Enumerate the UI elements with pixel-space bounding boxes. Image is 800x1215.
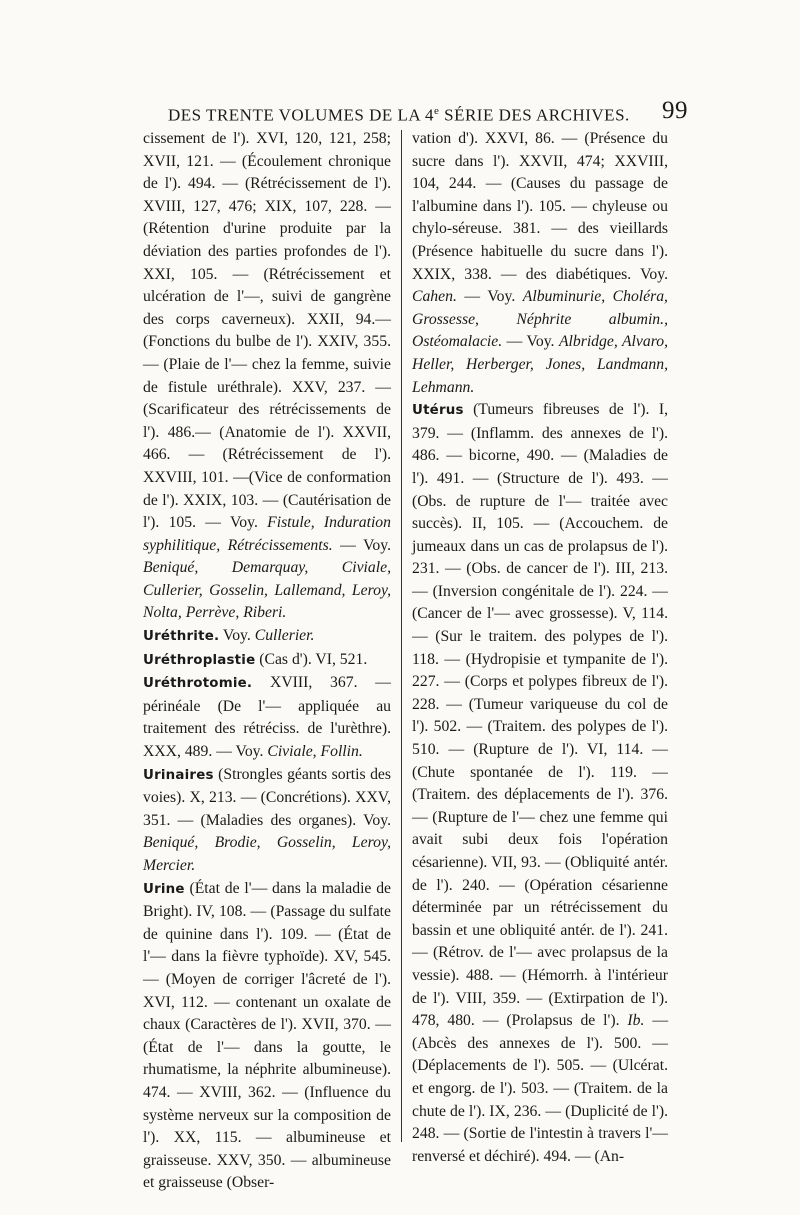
column-divider xyxy=(401,130,402,1142)
page-number: 99 xyxy=(662,97,688,124)
index-entry: Urine (État de l'— dans la maladie de Bright). IV, 108. — (Passage du sulfate de quinine dans l'). 109. — (État de l'— dans la fièvre typhoïde). XV, 545. — (Moyen de corriger l'âcreté de l'). XVI, 112. — contenant un oxalate de chaux (Caractères de l'). XVII, 370. — (État de l'— dans la goutte, le rhumatisme, la néphrite albumineuse). 474. — XVIII, 362. — (Influence du système nerveux sur la composition de l'). XX, 115. — albumineuse et graisseuse. XXV, 350. — albumineuse et graisseuse (Obser- xyxy=(143,879,391,1192)
running-title: DES TRENTE VOLUMES DE LA 4e SÉRIE DES ARCHIVES. xyxy=(168,105,630,125)
page-header xyxy=(168,97,688,130)
index-entry: Utérus (Tumeurs fibreuses de l'). I, 379. — (Inflamm. des annexes de l'). 486. — bicorne, 490. — (Maladies de l'). 491. — (Structure de l'). 493. — (Obs. de rupture de l'— traitée avec succès). II, 105. — (Accouchem. de jumeaux dans un cas de prolapsus de l'). 231. — (Obs. de cancer de l'). III, 213. — (Inversion congénitale de l'). 224. — (Cancer de l'— avec grossesse). V, 114. — (Sur le traitem. des polypes de l'). 118. — (Hydropisie et tympanite de l'). 227. — (Corps et polypes fibreux de l'). 228. — (Tumeur variqueuse du col de l'). 502. — (Traitem. des polypes de l'). 510. — (Rupture de l'). VI, 114. — (Chute spontanée de l'). 119. — (Traitem. des déplacements de l'). 376. — (Rupture de l'— chez une femme qui avait subi deux fois l'opération césarienne). VII, 93. — (Obliquité antér. de l'). 240. — (Opération césarienne déterminée par un rétrécissement du bassin et une obliquité antér. de l'). 241. — (Rétrov. de l'— avec prolapsus de la vessie). 488. — (Hémorrh. à l'intérieur de l'). VIII, 359. — (Extirpation de l'). 478, 480. — (Prolapsus de l'). Ib. — (Abcès des annexes de l'). 500. — (Déplacements de l'). 505. — (Ulcérat. et engorg. de l'). 503. — (Traitem. de la chute de l'). IX, 236. — (Duplicité de l'). 248. — (Sortie de l'intestin à travers l'— renversé et déchiré). 494. — (An- xyxy=(412,401,668,1165)
headword: Urinaires xyxy=(143,767,214,783)
headword: Uréthroplastie xyxy=(143,652,256,668)
headword: Utérus xyxy=(412,403,464,419)
headword: Uréthrotomie. xyxy=(143,676,253,692)
right-column xyxy=(412,128,668,1168)
index-entry: vation d'). XXVI, 86. — (Présence du sucre dans l'). XXVII, 474; XXVIII, 104, 244. — (Causes du passage de l'albumine dans l'). 105. — chyleuse ou chylo-séreuse. 381. — des vieillards (Présence habituelle du sucre dans l'). XXIX, 338. — des diabétiques. Voy. Cahen. — Voy. Albuminurie, Choléra, Grossesse, Néphrite albumin., Ostéomalacie. — Voy. Albridge, Alvaro, Heller, Herberger, Jones, Landmann, Lehmann. xyxy=(412,130,668,396)
index-entry: cissement de l'). XVI, 120, 121, 258; XVII, 121. — (Écoulement chronique de l'). 494. — (Rétrécissement de l'). XVIII, 127, 476; XIX, 107, 228. — (Rétention d'urine produite par la déviation des parties profondes de l'). XXI, 105. — (Rétrécissement et ulcération de l'—, suivi de gangrène des corps caverneux). XXII, 94.— (Fonctions du bulbe de l'). XXIV, 355.— (Plaie de l'— chez la femme, suivie de fistule uréthrale). XXV, 237. — (Scarificateur des rétrécissements de l'). 486.— (Anatomie de l'). XXVII, 466. — (Rétrécissement de l'). XXVIII, 101. —(Vice de conformation de l'). XXIX, 103. — (Cautérisation de l'). 105. — Voy. Fistule, Induration syphilitique, Rétrécissements. — Voy. Beniqué, Demarquay, Civiale, Cullerier, Gosselin, Lallemand, Leroy, Nolta, Perrève, Riberi. xyxy=(143,130,391,622)
left-column xyxy=(143,128,391,1195)
index-entry: Uréthroplastie (Cas d'). VI, 521. xyxy=(143,650,368,668)
index-entry: Uréthrite. Voy. Cullerier. xyxy=(143,627,315,645)
index-entry: Uréthrotomie. XVIII, 367. — périnéale (De l'— appliquée au traitement des rétréciss. de l'urèthre). XXX, 489. — Voy. Civiale, Follin. xyxy=(143,674,391,761)
headword: Urine xyxy=(143,881,185,897)
index-entry: Urinaires (Strongles géants sortis des voies). X, 213. — (Concrétions). XXV, 351. — (Maladies des organes). Voy. Beniqué, Brodie, Gosselin, Leroy, Mercier. xyxy=(143,765,391,874)
headword: Uréthrite. xyxy=(143,629,220,645)
